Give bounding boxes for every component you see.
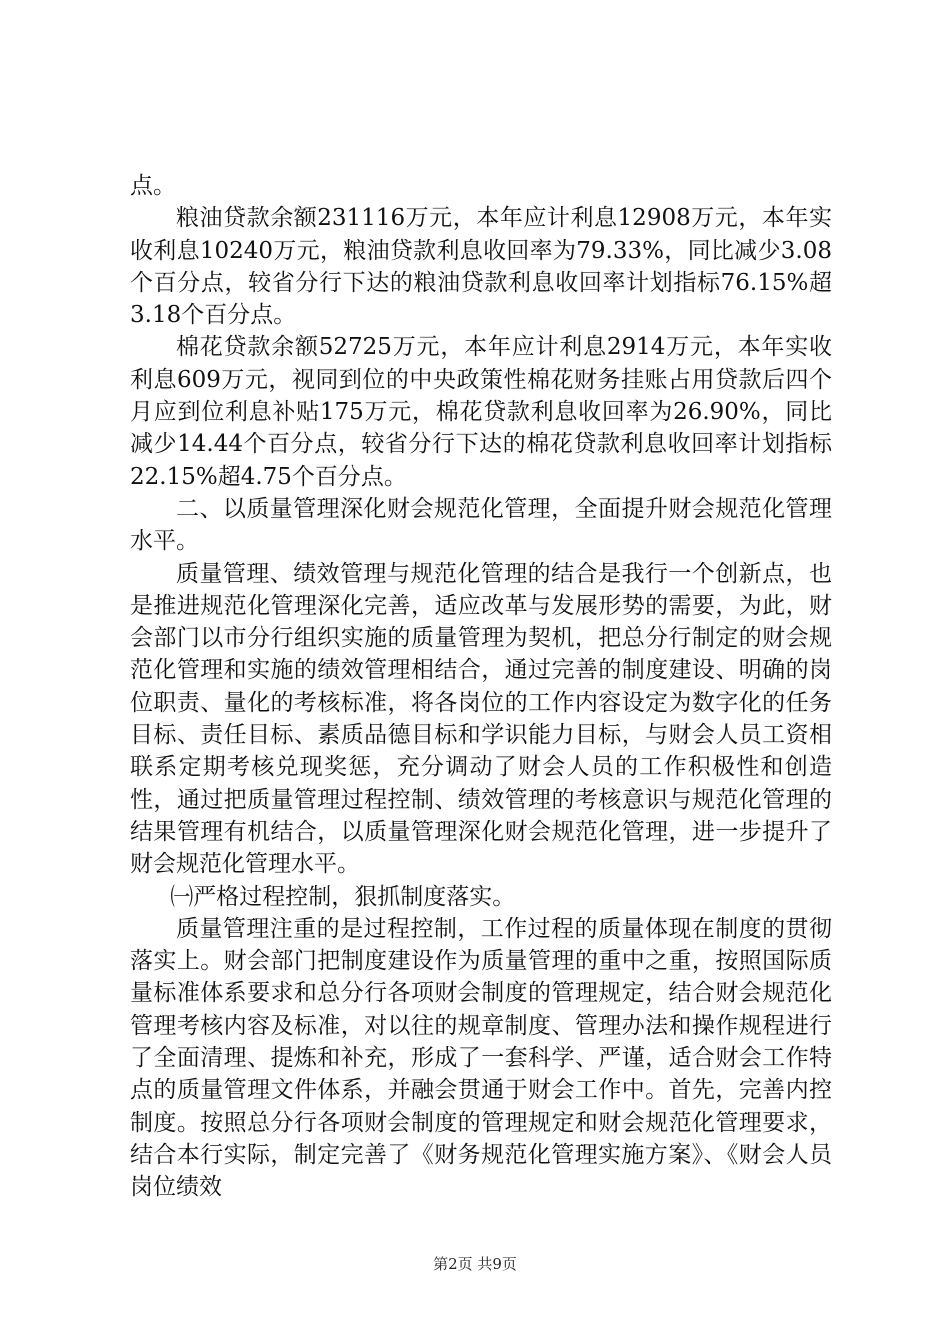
subsection-heading-process-control: ㈠严格过程控制，狠抓制度落实。 (170, 883, 516, 910)
paragraph-continuation: 点。 (130, 173, 176, 199)
section-heading-quality-management: 二、以质量管理深化财会规范化管理，全面提升财会规范化管理水平。 (130, 495, 832, 555)
document-body (130, 170, 832, 1204)
paragraph-process-control: 质量管理注重的是过程控制，工作过程的质量体现在制度的贯彻落实上。财会部门把制度建设作为质量管理的重中之重，按照国际质量标准体系要求和总分行各项财会制度的管理规定，结合财会规范化管理考核内容及标准，对以往的规章制度、管理办法和操作规程进行了全面清理、提炼和补充，形成了一套科学、严谨，适合财会工作特点的质量管理文件体系，并融会贯通于财会工作中。首先，完善内控制度。按照总分行各项财会制度的管理规定和财会规范化管理要求，结合本行实际，制定完善了《财务规范化管理实施方案》、《财会人员岗位绩效 (130, 915, 832, 1201)
paragraph-quality-management: 质量管理、绩效管理与规范化管理的结合是我行一个创新点，也是推进规范化管理深化完善，适应改革与发展形势的需要，为此，财会部门以市分行组织实施的质量管理为契机，把总分行制定的财会规范化管理和实施的绩效管理相结合，通过完善的制度建设、明确的岗位职责、量化的考核标准，将各岗位的工作内容设定为数字化的任务目标、责任目标、素质品德目标和学识能力目标，与财会人员工资相联系定期考核兑现奖惩，充分调动了财会人员的工作积极性和创造性，通过把质量管理过程控制、绩效管理的考核意识与规范化管理的结果管理有机结合，以质量管理深化财会规范化管理，进一步提升了财会规范化管理水平。 (130, 560, 832, 878)
paragraph-cotton-loans: 棉花贷款余额52725万元，本年应计利息2914万元，本年实收利息609万元，视同到位的中央政策性棉花财务挂账占用贷款后四个月应到位利息补贴175万元，棉花贷款利息收回率为26.90%，同比减少14.44个百分点，较省分行下达的棉花贷款利息收回率计划指标22.15%超4.75个百分点。 (130, 334, 832, 490)
page-footer: 第2页 共9页 (433, 1255, 517, 1273)
paragraph-grain-oil-loans: 粮油贷款余额231116万元，本年应计利息12908万元，本年实收利息10240万元，粮油贷款利息收回率为79.33%，同比减少3.08个百分点，较省分行下达的粮油贷款利息收回率计划指标76.15%超3.18个百分点。 (130, 205, 832, 329)
